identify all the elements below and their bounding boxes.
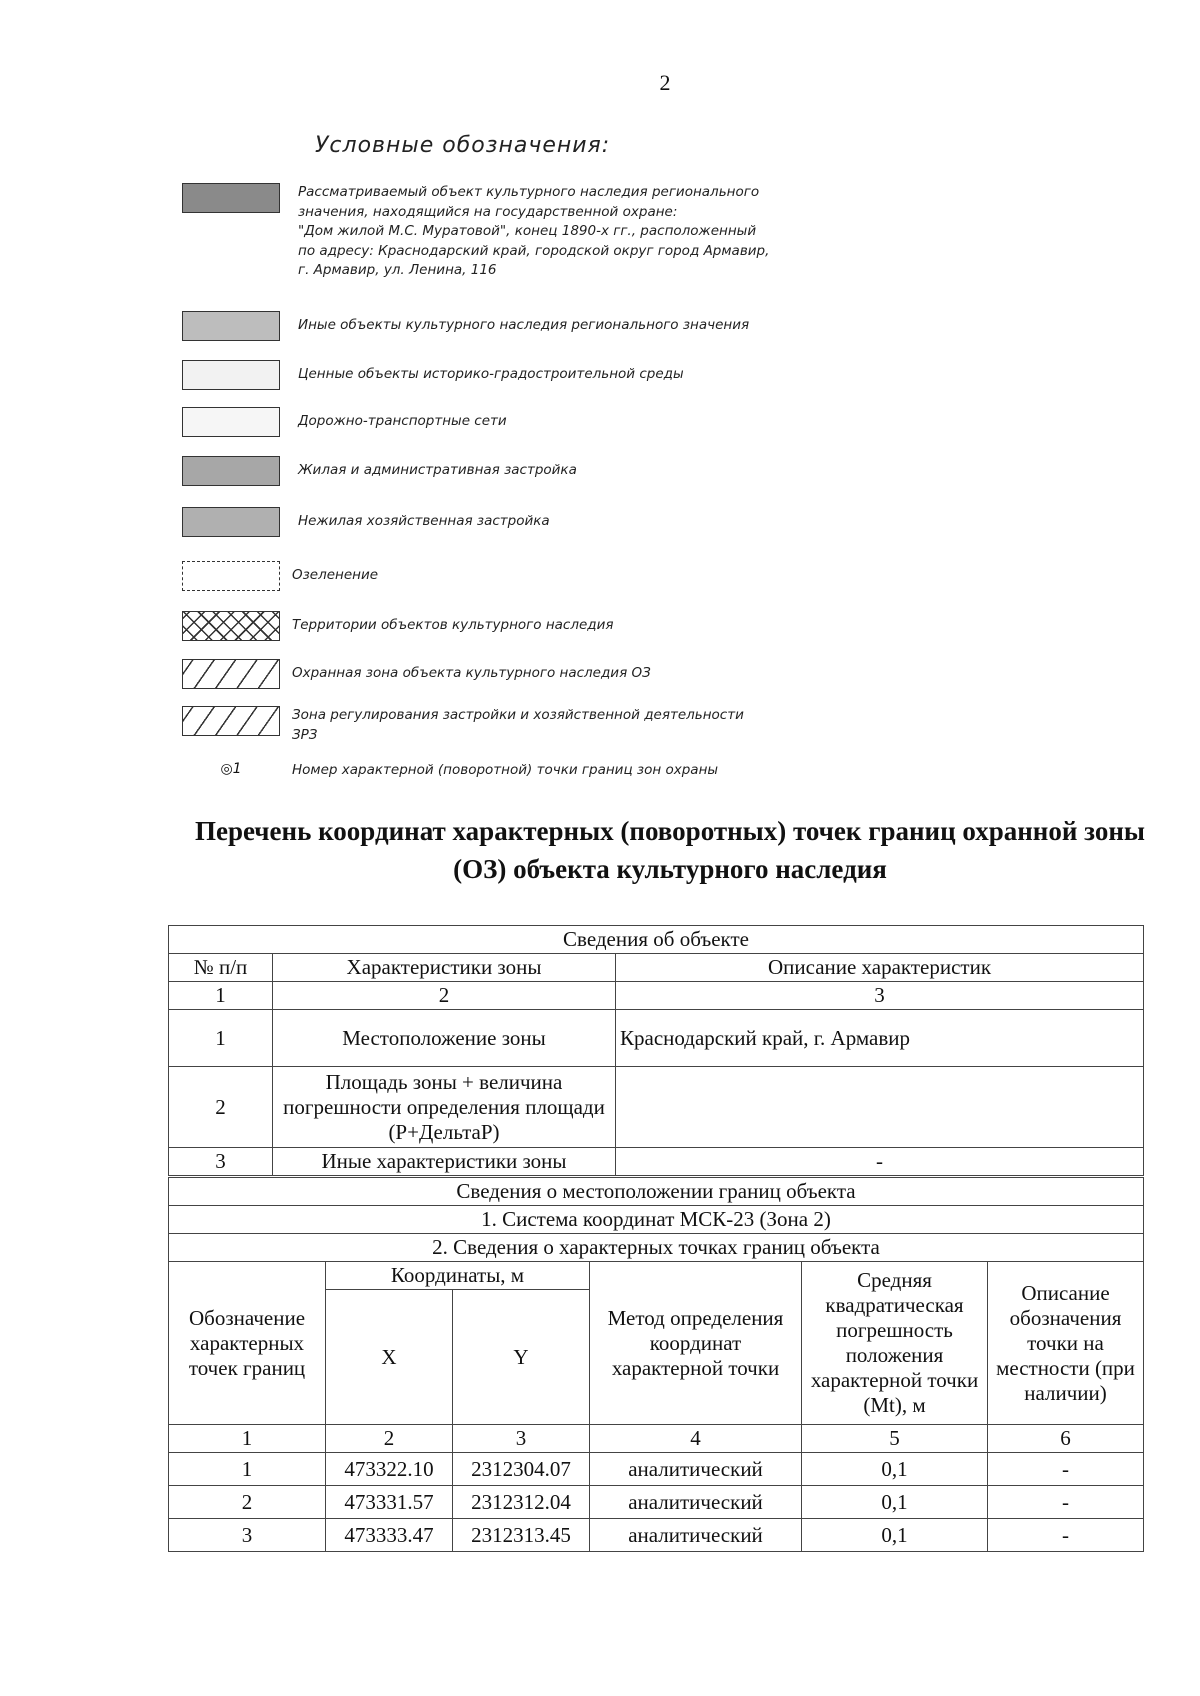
column-header: Метод определения координат характерной точки xyxy=(590,1262,802,1425)
point-x: 473331.57 xyxy=(326,1486,453,1519)
column-number: 3 xyxy=(453,1425,590,1453)
column-number: 3 xyxy=(616,982,1144,1010)
column-header: Описание обозначения точки на местности (при наличии) xyxy=(988,1262,1144,1425)
table-row xyxy=(169,1453,1144,1486)
point-description: - xyxy=(988,1519,1144,1552)
legend-swatch-roads xyxy=(182,407,280,437)
legend-swatch-nonresidential xyxy=(182,507,280,537)
point-method: аналитический xyxy=(590,1486,802,1519)
column-number: 2 xyxy=(326,1425,453,1453)
column-number: 1 xyxy=(169,1425,326,1453)
legend-swatch-protection-zone xyxy=(182,659,280,689)
legend-swatch-other-heritage xyxy=(182,311,280,341)
point-method: аналитический xyxy=(590,1453,802,1486)
legend-swatch-regulation-zone xyxy=(182,706,280,736)
column-header: Y xyxy=(453,1290,590,1425)
column-header: Характеристики зоны xyxy=(273,954,616,982)
legend-title: Условные обозначения: xyxy=(315,133,611,158)
point-x: 473322.10 xyxy=(326,1453,453,1486)
characteristic-value: - xyxy=(616,1148,1144,1176)
point-mt: 0,1 xyxy=(802,1486,988,1519)
point-method: аналитический xyxy=(590,1519,802,1552)
row-number: 3 xyxy=(169,1148,273,1176)
characteristic-value xyxy=(616,1067,1144,1148)
point-x: 473333.47 xyxy=(326,1519,453,1552)
page-title: Перечень координат характерных (поворотных) точек границ охранной зоны (ОЗ) объекта культурного наследия xyxy=(194,816,1145,884)
legend-item xyxy=(182,659,852,689)
column-header: Описание характеристик xyxy=(616,954,1144,982)
column-number: 1 xyxy=(169,982,273,1010)
row-number: 1 xyxy=(169,1010,273,1067)
boundary-points-table xyxy=(168,1177,1144,1552)
object-info-table xyxy=(168,925,1144,1176)
section-title: Сведения о местоположении границ объекта xyxy=(169,1178,1144,1206)
points-title: 2. Сведения о характерных точках границ объекта xyxy=(169,1234,1144,1262)
legend-item xyxy=(182,761,852,781)
column-number: 2 xyxy=(273,982,616,1010)
legend-text: Нежилая хозяйственная застройка xyxy=(298,513,550,529)
legend-item xyxy=(182,706,852,745)
legend-text: Озеленение xyxy=(292,567,379,583)
column-header: X xyxy=(326,1290,453,1425)
point-y: 2312304.07 xyxy=(453,1453,590,1486)
point-number: 3 xyxy=(169,1519,326,1552)
point-y: 2312313.45 xyxy=(453,1519,590,1552)
point-marker-icon: ◎1 xyxy=(220,761,242,777)
legend-text: Жилая и административная застройка xyxy=(298,462,577,478)
characteristic-name: Иные характеристики зоны xyxy=(273,1148,616,1176)
legend-item xyxy=(182,611,852,641)
column-number: 6 xyxy=(988,1425,1144,1453)
legend-text: Иные объекты культурного наследия регионального значения xyxy=(298,317,750,333)
legend-text: Дорожно-транспортные сети xyxy=(298,413,507,429)
legend-text: Рассматриваемый объект культурного наследия регионального значения, находящийся на государственной охране: "Дом жилой М.С. Муратовой", конец 1890-х гг., расположенный по адресу: Краснодарский край, городской округ город Армавир, г. Армавир, ул. Ленина, 116 xyxy=(298,184,770,278)
table-row xyxy=(169,1148,1144,1176)
column-number: 5 xyxy=(802,1425,988,1453)
legend-text: Охранная зона объекта культурного наследия ОЗ xyxy=(292,665,651,681)
characteristic-name: Площадь зоны + величина погрешности определения площади (Р+ДельтаР) xyxy=(273,1067,616,1148)
table-row xyxy=(169,1519,1144,1552)
point-mt: 0,1 xyxy=(802,1453,988,1486)
legend-swatch-residential xyxy=(182,456,280,486)
legend-text: Территории объектов культурного наследия xyxy=(292,617,614,633)
legend-item xyxy=(182,183,858,281)
point-number: 1 xyxy=(169,1453,326,1486)
column-header: Средняя квадратическая погрешность положения характерной точки (Mt), м xyxy=(802,1262,988,1425)
legend-text: Номер характерной (поворотной) точки границ зон охраны xyxy=(292,762,719,778)
legend-item xyxy=(182,360,858,390)
legend-item xyxy=(182,456,858,486)
characteristic-value: Краснодарский край, г. Армавир xyxy=(616,1010,1144,1067)
table-row xyxy=(169,1067,1144,1148)
point-y: 2312312.04 xyxy=(453,1486,590,1519)
coordinate-system: 1. Система координат МСК-23 (Зона 2) xyxy=(169,1206,1144,1234)
row-number: 2 xyxy=(169,1067,273,1148)
point-number: 2 xyxy=(169,1486,326,1519)
point-description: - xyxy=(988,1486,1144,1519)
legend-swatch-heritage-territory xyxy=(182,611,280,641)
table-row xyxy=(169,1486,1144,1519)
legend-item xyxy=(182,311,858,341)
column-header: Обозначение характерных точек границ xyxy=(169,1262,326,1425)
characteristic-name: Местоположение зоны xyxy=(273,1010,616,1067)
page-number: 2 xyxy=(659,70,671,95)
column-number: 4 xyxy=(590,1425,802,1453)
legend-item xyxy=(182,507,858,537)
table-title: Сведения об объекте xyxy=(169,926,1144,954)
legend-item xyxy=(182,407,858,437)
legend-text: Ценные объекты историко-градостроительной среды xyxy=(298,366,684,382)
column-header: Координаты, м xyxy=(326,1262,590,1290)
point-mt: 0,1 xyxy=(802,1519,988,1552)
point-description: - xyxy=(988,1453,1144,1486)
legend-swatch-heritage-object xyxy=(182,183,280,213)
legend-item xyxy=(182,561,852,591)
column-header: № п/п xyxy=(169,954,273,982)
legend-swatch-valuable-objects xyxy=(182,360,280,390)
legend-swatch-greenery xyxy=(182,561,280,591)
table-row xyxy=(169,1010,1144,1067)
legend-text: Зона регулирования застройки и хозяйственной деятельности ЗРЗ xyxy=(292,707,744,743)
